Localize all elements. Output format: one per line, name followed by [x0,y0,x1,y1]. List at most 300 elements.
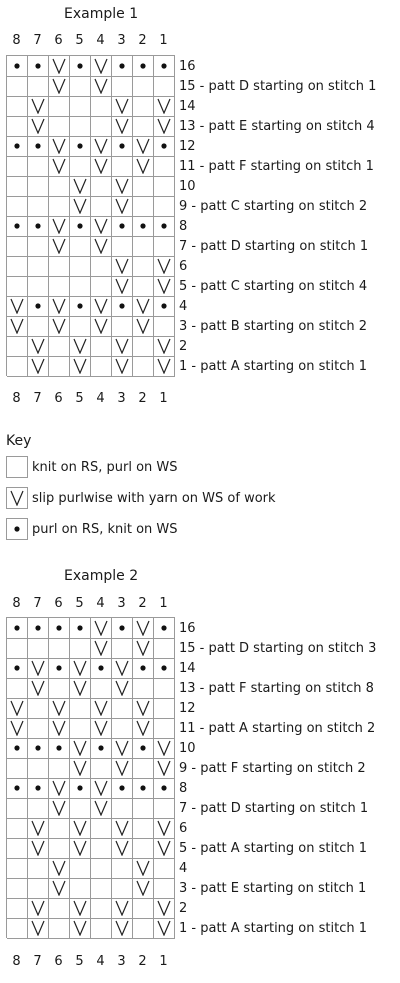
knit-cell [49,336,70,357]
column-number: 5 [75,596,84,611]
purl-cell [112,216,133,237]
slip-cell [49,216,70,237]
knit-cell [49,196,70,217]
purl-cell [7,618,28,639]
purl-cell [49,658,70,679]
knit-cell [49,116,70,137]
slip-cell [49,236,70,257]
column-number: 6 [54,596,63,611]
chart-row [7,236,369,256]
knit-cell [70,96,91,117]
knit-cell [49,898,70,919]
knit-cell [133,276,154,297]
slip-cell [70,738,91,759]
row-label: 5 - patt A starting on stitch 1 [179,841,368,856]
slip-symbol-icon [6,487,28,509]
row-label: 4 [179,861,188,876]
knit-cell [154,678,175,699]
slip-cell [70,838,91,859]
column-number: 2 [138,391,147,406]
slip-cell [91,718,112,739]
knit-cell [112,236,133,257]
slip-cell [49,136,70,157]
row-label: 9 - patt F starting on stitch 2 [179,761,366,776]
purl-cell [112,136,133,157]
slip-cell [154,838,175,859]
column-number: 4 [96,33,105,48]
chart-row [7,678,374,698]
purl-cell [7,56,28,77]
column-number: 2 [138,596,147,611]
chart-row [7,96,196,116]
example-1-top-column-numbers [6,33,182,48]
column-number: 7 [33,391,42,406]
row-label: 7 - patt D starting on stitch 1 [179,239,369,254]
knit-cell [49,176,70,197]
knit-cell [28,76,49,97]
slip-cell [49,778,70,799]
chart-row [7,276,368,296]
knit-cell [91,898,112,919]
slip-cell [70,176,91,197]
slip-cell [70,918,91,939]
knit-cell [7,196,28,217]
row-label: 2 [179,339,188,354]
row-label: 8 [179,219,188,234]
column-number: 8 [12,596,21,611]
slip-cell [133,296,154,317]
knit-cell [154,718,175,739]
slip-cell [133,316,154,337]
knit-cell [133,678,154,699]
purl-cell [154,778,175,799]
slip-cell [154,336,175,357]
chart-row [7,918,368,938]
knit-cell [133,798,154,819]
row-label: 6 [179,821,188,836]
knit-cell [49,256,70,277]
slip-cell [112,838,133,859]
column-number: 8 [12,954,21,969]
knit-cell [133,116,154,137]
column-number: 6 [54,954,63,969]
purl-cell [112,778,133,799]
slip-cell [28,818,49,839]
slip-cell [7,296,28,317]
row-label: 2 [179,901,188,916]
purl-cell [154,618,175,639]
column-number: 5 [75,391,84,406]
knit-cell [49,818,70,839]
purl-cell [28,778,49,799]
example-2-bottom-column-numbers [6,954,182,969]
knit-cell [154,858,175,879]
knit-symbol-icon [6,456,28,478]
chart-row [7,136,196,156]
slip-cell [112,898,133,919]
row-label: 3 - patt E starting on stitch 1 [179,881,367,896]
knit-cell [7,878,28,899]
chart-row [7,698,196,718]
knit-cell [28,156,49,177]
slip-cell [133,698,154,719]
knit-cell [49,276,70,297]
purl-cell [28,738,49,759]
chart-row [7,618,196,638]
key-item-purl [6,518,178,540]
knit-cell [7,798,28,819]
column-number: 8 [12,33,21,48]
row-label: 11 - patt F starting on stitch 1 [179,159,374,174]
chart-row [7,356,368,376]
slip-cell [112,678,133,699]
knit-cell [154,156,175,177]
slip-cell [70,678,91,699]
slip-cell [91,316,112,337]
column-number: 7 [33,954,42,969]
chart-row [7,758,366,778]
slip-cell [154,738,175,759]
slip-cell [28,898,49,919]
chart-row [7,116,375,136]
slip-cell [70,818,91,839]
slip-cell [49,718,70,739]
purl-cell [112,618,133,639]
knit-cell [70,76,91,97]
knit-cell [91,336,112,357]
knit-cell [133,818,154,839]
column-number: 1 [159,33,168,48]
knit-cell [91,818,112,839]
chart-row [7,638,377,658]
knit-cell [112,798,133,819]
purl-cell [7,658,28,679]
knit-cell [91,678,112,699]
slip-cell [112,658,133,679]
slip-cell [112,256,133,277]
chart-row [7,838,368,858]
knit-cell [70,638,91,659]
row-label: 16 [179,621,196,636]
purl-cell [49,618,70,639]
knit-cell [91,116,112,137]
chart-row [7,76,377,96]
knit-cell [133,96,154,117]
slip-cell [70,658,91,679]
slip-cell [28,658,49,679]
column-number: 5 [75,33,84,48]
row-label: 4 [179,299,188,314]
purl-cell [133,658,154,679]
purl-cell [28,136,49,157]
purl-cell [154,56,175,77]
slip-cell [112,818,133,839]
slip-cell [154,898,175,919]
knit-cell [133,236,154,257]
knit-cell [112,878,133,899]
slip-cell [154,356,175,377]
slip-cell [112,276,133,297]
slip-cell [112,96,133,117]
chart-row [7,156,374,176]
knit-cell [28,196,49,217]
slip-cell [91,798,112,819]
chart-row [7,818,188,838]
knit-cell [133,356,154,377]
knit-cell [154,316,175,337]
knit-cell [49,678,70,699]
knit-cell [49,356,70,377]
slip-cell [91,698,112,719]
column-number: 1 [159,954,168,969]
knit-cell [133,918,154,939]
knit-cell [7,76,28,97]
knit-cell [91,858,112,879]
knit-cell [112,858,133,879]
knit-cell [49,638,70,659]
slip-cell [49,798,70,819]
knit-cell [154,698,175,719]
slip-cell [154,256,175,277]
key-item-knit-label: knit on RS, purl on WS [32,459,178,475]
slip-cell [133,638,154,659]
knit-cell [28,638,49,659]
column-number: 3 [117,954,126,969]
knit-cell [7,638,28,659]
column-number: 3 [117,33,126,48]
knit-cell [154,638,175,659]
chart-row [7,738,196,758]
example-1-title: Example 1 [64,6,139,22]
knit-cell [112,76,133,97]
slip-cell [49,156,70,177]
column-number: 8 [12,391,21,406]
slip-cell [28,336,49,357]
knit-cell [154,236,175,257]
purl-cell [133,778,154,799]
column-number: 2 [138,33,147,48]
slip-cell [112,738,133,759]
slip-cell [70,758,91,779]
knit-cell [133,76,154,97]
slip-cell [91,156,112,177]
purl-cell [112,296,133,317]
row-label: 11 - patt A starting on stitch 2 [179,721,376,736]
purl-cell [28,56,49,77]
column-number: 4 [96,596,105,611]
purl-cell [7,216,28,237]
purl-cell [154,136,175,157]
chart-row [7,336,188,356]
row-label: 10 [179,179,196,194]
chart-row [7,778,188,798]
example-1-bottom-column-numbers [6,391,182,406]
slip-cell [133,718,154,739]
knit-cell [7,918,28,939]
knit-cell [154,176,175,197]
knit-cell [112,698,133,719]
slip-cell [70,356,91,377]
knit-cell [91,196,112,217]
row-label: 1 - patt A starting on stitch 1 [179,359,368,374]
knit-cell [7,176,28,197]
knit-cell [154,76,175,97]
slip-cell [133,878,154,899]
slip-cell [112,356,133,377]
knit-cell [7,256,28,277]
knit-cell [70,858,91,879]
purl-cell [70,136,91,157]
chart-row [7,798,369,818]
knit-cell [70,798,91,819]
knit-cell [7,858,28,879]
slip-cell [133,618,154,639]
knit-cell [28,718,49,739]
knit-cell [70,316,91,337]
column-number: 7 [33,596,42,611]
knit-cell [91,918,112,939]
example-2-top-column-numbers [6,596,182,611]
knit-cell [70,698,91,719]
knit-cell [154,798,175,819]
slip-cell [133,156,154,177]
row-label: 8 [179,781,188,796]
knit-cell [7,758,28,779]
slip-cell [112,196,133,217]
chart-row [7,718,376,738]
slip-cell [112,336,133,357]
knit-cell [91,276,112,297]
slip-cell [91,216,112,237]
knit-cell [28,276,49,297]
slip-cell [49,316,70,337]
slip-cell [70,898,91,919]
knit-cell [7,96,28,117]
row-label: 16 [179,59,196,74]
purl-cell [154,216,175,237]
slip-cell [28,116,49,137]
knit-cell [49,758,70,779]
column-number: 6 [54,33,63,48]
row-label: 5 - patt C starting on stitch 4 [179,279,368,294]
slip-cell [28,96,49,117]
knit-cell [91,256,112,277]
slip-cell [49,296,70,317]
knit-cell [7,116,28,137]
knit-cell [70,276,91,297]
column-number: 7 [33,33,42,48]
knit-cell [91,838,112,859]
slip-cell [91,76,112,97]
slip-cell [154,116,175,137]
chart-row [7,176,196,196]
key-item-slip [6,487,276,509]
slip-cell [28,356,49,377]
knit-cell [70,236,91,257]
knit-cell [49,96,70,117]
slip-cell [91,136,112,157]
knit-cell [154,196,175,217]
purl-cell [91,658,112,679]
row-label: 10 [179,741,196,756]
row-label: 13 - patt E starting on stitch 4 [179,119,375,134]
slip-cell [91,296,112,317]
knit-cell [28,758,49,779]
slip-cell [28,838,49,859]
knit-cell [112,156,133,177]
slip-cell [91,56,112,77]
example-1-chart [6,55,377,376]
column-number: 3 [117,596,126,611]
slip-cell [154,758,175,779]
key-item-purl-label: purl on RS, knit on WS [32,521,178,537]
chart-row [7,56,196,76]
chart-row [7,216,188,236]
example-2-title: Example 2 [64,568,139,584]
knit-cell [91,878,112,899]
row-label: 3 - patt B starting on stitch 2 [179,319,368,334]
key-item-slip-label: slip purlwise with yarn on WS of work [32,490,276,506]
slip-cell [91,778,112,799]
knit-cell [28,698,49,719]
knit-cell [7,356,28,377]
chart-row [7,858,188,878]
row-label: 13 - patt F starting on stitch 8 [179,681,374,696]
slip-cell [112,758,133,779]
slip-cell [154,276,175,297]
purl-cell [7,778,28,799]
knit-cell [7,898,28,919]
row-label: 14 [179,99,196,114]
knit-cell [133,176,154,197]
row-label: 6 [179,259,188,274]
column-number: 4 [96,391,105,406]
purl-cell [70,778,91,799]
knit-cell [28,236,49,257]
knit-cell [133,336,154,357]
chart-row [7,878,367,898]
knit-cell [91,176,112,197]
knit-cell [7,156,28,177]
purl-cell [112,56,133,77]
purl-cell [70,296,91,317]
knit-cell [112,316,133,337]
row-label: 9 - patt C starting on stitch 2 [179,199,368,214]
column-number: 6 [54,391,63,406]
knit-cell [28,256,49,277]
slip-cell [7,718,28,739]
column-number: 1 [159,596,168,611]
knit-cell [133,758,154,779]
slip-cell [70,336,91,357]
purl-cell [133,56,154,77]
purl-cell [133,216,154,237]
slip-cell [49,56,70,77]
purl-cell [49,738,70,759]
chart-row [7,296,188,316]
slip-cell [28,918,49,939]
key-item-knit [6,456,178,478]
slip-cell [91,638,112,659]
purl-cell [28,216,49,237]
knit-cell [133,898,154,919]
knit-cell [7,838,28,859]
column-number: 1 [159,391,168,406]
slip-cell [91,236,112,257]
knit-cell [133,838,154,859]
slip-cell [154,918,175,939]
purl-cell [7,738,28,759]
